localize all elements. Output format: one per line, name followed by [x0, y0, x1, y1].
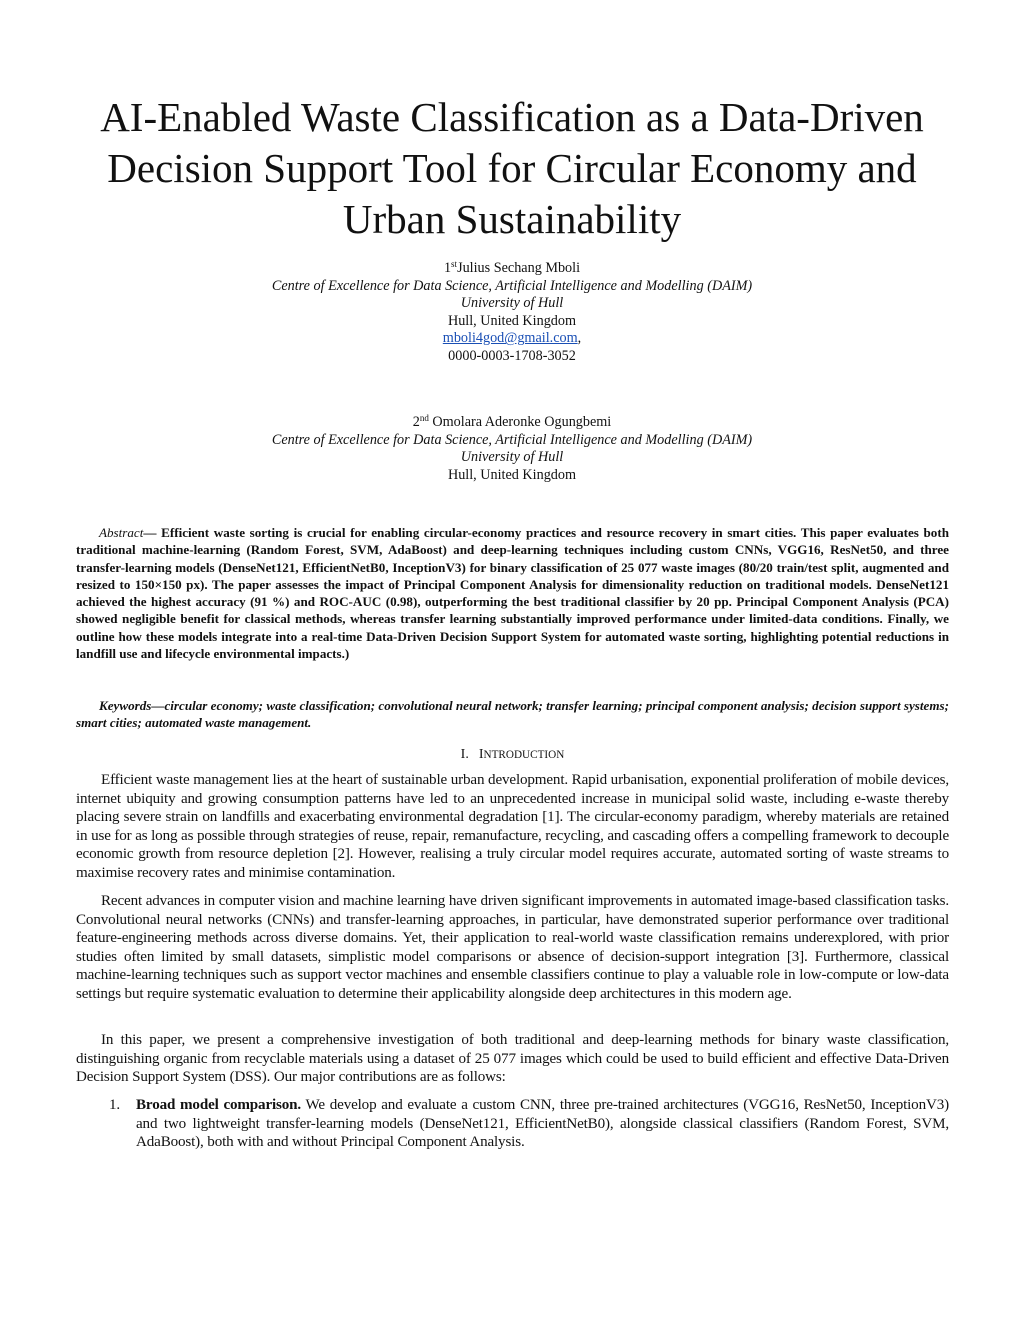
- keywords-label: Keywords: [99, 698, 152, 713]
- intro-paragraph-2: Recent advances in computer vision and machine learning have driven significant improvements in automated image-based classification tasks. Convolutional neural networks (CNNs) and transfer-learning approaches, in particular, have demonstrated superior performance over traditional feature-engineering methods across diverse domains. Yet, their application to real-world waste classification remains underexplored, with prior studies often limited by small datasets, simplistic model comparisons or absence of decision-support integration [3]. Furthermore, classical machine-learning techniques such as support vector machines and ensemble classifiers continue to play a valuable role in low-compute or low-data settings but require systematic evaluation to determine their applicability alongside deep architectures in this modern age.: [76, 893, 949, 1002]
- intro-paragraph-3: In this paper, we present a comprehensive investigation of both traditional and deep-learning methods for binary waste classification, distinguishing organic from recyclable materials using a dataset of 25 077 images which could be used to build efficient and effective Data-Driven Decision Support System (DSS). Our major contributions are as follows:: [76, 1032, 949, 1085]
- contribution-lead: Broad model comparison.: [136, 1097, 302, 1113]
- author-department: Centre of Excellence for Data Science, Artificial Intelligence and Modelling (DAIM): [271, 431, 753, 448]
- abstract-label: Abstract: [99, 525, 144, 540]
- keywords-dash: —: [151, 698, 165, 713]
- author-location: Hull, United Kingdom: [447, 466, 577, 483]
- contribution-number: 1.: [109, 1097, 121, 1113]
- author-department: Centre of Excellence for Data Science, Artificial Intelligence and Modelling (DAIM): [271, 277, 753, 294]
- paper-title: AI-Enabled Waste Classification as a Data-Driven Decision Support Tool for Circular Economy and Urban Sustainability: [100, 94, 924, 242]
- author-location: Hull, United Kingdom: [447, 312, 577, 329]
- author-ordinal-suffix: st: [451, 259, 458, 269]
- keywords-text: circular economy; waste classification; convolutional neural network; transfer learning; principal component analysis; decision support systems; smart cities; automated waste management.: [76, 698, 949, 731]
- section-heading-introduction: [76, 746, 949, 764]
- author-block-1: [112, 260, 912, 366]
- author-name: Julius Sechang Mboli: [457, 260, 581, 276]
- section-title-initial: I: [478, 747, 484, 762]
- author-email-line: [112, 330, 912, 348]
- abstract: [76, 524, 949, 662]
- author-name-line: [112, 414, 912, 432]
- intro-paragraph-1: Efficient waste management lies at the heart of sustainable urban development. Rapid urbanisation, exponential proliferation of mobile devices, internet ubiquity and growing consumption patterns have led to an unprecedented increase in municipal solid waste, including e-waste thereby placing severe strain on landfills and exacerbating environmental degradation [1]. The circular-economy paradigm, whereby materials are retained in use for as long as possible through strategies of reuse, repair, remanufacture, recycling, and cascading offers a compelling framework to decouple economic growth from resource depletion [2]. However, realising a truly circular model requires accurate, automated sorting of waste streams to maximise recovery rates and minimise contamination.: [76, 772, 949, 881]
- section-number: I.: [460, 747, 469, 762]
- author-email-link[interactable]: mboli4god@gmail.com: [442, 330, 578, 347]
- author-block-2: [112, 414, 912, 484]
- author-name: Omolara Aderonke Ogungbemi: [432, 414, 612, 430]
- author-name-line: [112, 260, 912, 278]
- contribution-item-1: [76, 1096, 949, 1152]
- keywords: [76, 697, 949, 732]
- contribution-text: We develop and evaluate a custom CNN, three pre-trained architectures (VGG16, ResNet50, InceptionV3) and two lightweight transfer-learning models (DenseNet121, EfficientNetB0), alongside classical classifiers (Random Forest, SVM, AdaBoost), both with and without Principal Component Analysis.: [136, 1097, 949, 1150]
- contribution-body: [136, 1096, 949, 1152]
- author-orcid: 0000-0003-1708-3052: [448, 347, 576, 364]
- author-university: University of Hull: [460, 449, 564, 466]
- author-ordinal-number: 2: [412, 414, 420, 430]
- abstract-dash: —: [143, 525, 157, 540]
- author-university: University of Hull: [460, 295, 564, 312]
- abstract-text: Efficient waste sorting is crucial for enabling circular-economy practices and resource recovery in smart cities. This paper evaluates both traditional machine-learning (Random Forest, SVM, AdaBoost) and deep-learning techniques including custom CNNs, VGG16, ResNet50, and three transfer-learning models (DenseNet121, EfficientNetB0, InceptionV3) for binary classification of 25 077 waste images (80/20 train/test split, augmented and resized to 150×150 px). The paper assesses the impact of Principal Component Analysis for dimensionality reduction on traditional models. DenseNet121 achieved the highest accuracy (91 %) and ROC-AUC (0.98), outperforming the best traditional classifier by 20 pp. Principal Component Analysis (PCA) showed negligible benefit for classical methods, whereas transfer learning substantially improved performance under limited-data conditions. Finally, we outline how these models integrate into a real-time Data-Driven Decision Support System for automated waste sorting, highlighting potential reductions in landfill use and lifecycle environmental impacts.): [76, 525, 949, 662]
- author-email-suffix: ,: [577, 330, 582, 347]
- section-title-rest: NTRODUCTION: [483, 749, 565, 761]
- author-ordinal-number: 1: [443, 260, 452, 276]
- author-ordinal-suffix: nd: [419, 413, 429, 423]
